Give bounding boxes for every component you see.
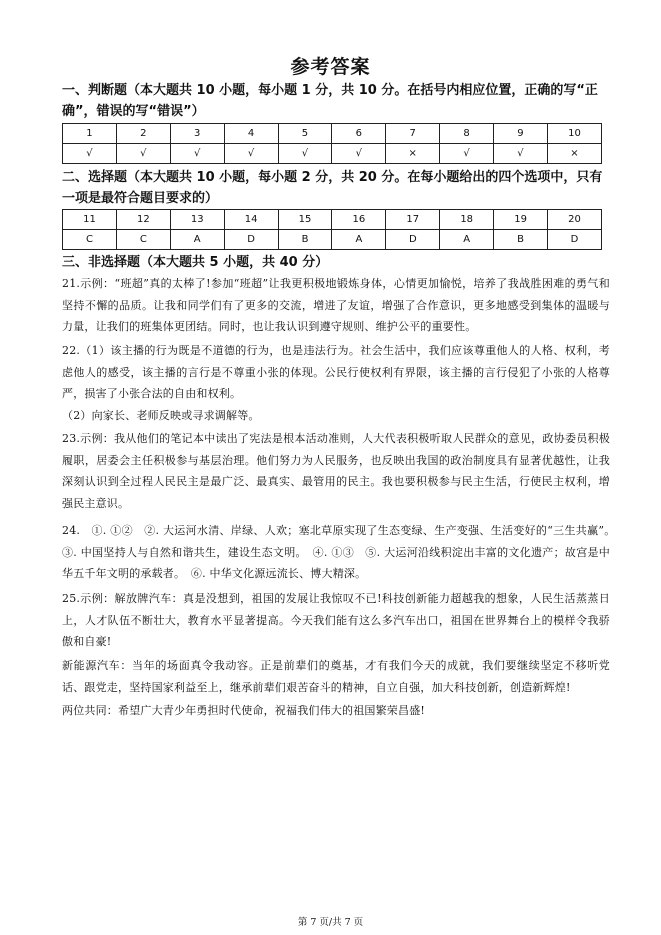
table-cell: √: [116, 144, 170, 164]
table-cell: B: [278, 230, 332, 250]
answer-q24: 24. ①. ①② ②. 大运河水清、岸绿、人欢；塞北草原实现了生态变绿、生产变强、生活变好的“三生共赢”。 ③. 中国坚持人与自然和谐共生，建设生态文明。 ④. ①③ ⑤. 大运河沿线积淀出丰富的文化遗产；故宫是中华五千年文明的承载者。 ⑥. 中华文化源远流长、博大精深。: [62, 524, 622, 580]
answer-q23: 23.示例：我从他们的笔记本中读出了宪法是根本活动准则，人大代表积极听取人民群众的意见，政协委员积极履职，居委会主任积极参与基层治理。他们努力为人民服务，也反映出我国的政治制度具有显著优越性，让我深刻认识到全过程人民民主是最广泛、最真实、最管用的民主。我也要积极参与民主生活，行使民主权利，增强民主意识。: [62, 432, 610, 510]
table-cell: 20: [548, 210, 602, 230]
table-cell: 16: [332, 210, 386, 230]
answer-q22-part2: （2）向家长、老师反映或寻求调解等。: [62, 409, 260, 422]
table-cell: 11: [63, 210, 117, 230]
table-cell: √: [332, 144, 386, 164]
table-cell: 12: [116, 210, 170, 230]
table-cell: 8: [440, 124, 494, 144]
table-cell: √: [494, 144, 548, 164]
table-cell: ×: [386, 144, 440, 164]
table-cell: 15: [278, 210, 332, 230]
table-row-numbers: [63, 210, 602, 230]
table-cell: 10: [547, 124, 601, 144]
table-cell: C: [63, 230, 117, 250]
table-cell: √: [224, 144, 278, 164]
answer-q25-part3: 两位共同：希望广大青少年勇担时代使命，祝福我们伟大的祖国繁荣昌盛!: [62, 704, 426, 717]
answer-q21: 21.示例：“班超”真的太棒了!参加“班超”让我更积极地锻炼身体，心情更加愉悦，培养了我战胜困难的勇气和坚持不懈的品质。让我和同学们有了更多的交流，增进了友谊，增强了合作意识，更多地感受到集体的温暖与力量，让我们的班集体更团结。同时，也让我认识到遵守规则、维护公平的重要性。: [62, 277, 610, 333]
section1-heading: 一、判断题（本大题共 10 小题，每小题 1 分，共 10 分。在括号内相应位置，正确的写“正确”，错误的写“错误”）: [62, 83, 598, 119]
table-cell: 7: [386, 124, 440, 144]
table-cell: 13: [170, 210, 224, 230]
answer-q25-part2: 新能源汽车：当年的场面真令我动容。正是前辈们的奠基，才有我们今天的成就，我们要继续坚定不移听党话、跟党走，坚持国家利益至上，继承前辈们艰苦奋斗的精神，自立自强，加大科技创新，创造新辉煌!: [62, 659, 610, 694]
table-cell: 19: [494, 210, 548, 230]
table-row-answers: [63, 230, 602, 250]
table-cell: A: [440, 230, 494, 250]
answer-q22-part1: 22.（1）该主播的行为既是不道德的行为，也是违法行为。社会生活中，我们应该尊重他人的人格、权利，考虑他人的感受，该主播的言行是不尊重小张的体现。公民行使权利有界限，该主播的言行侵犯了小张的人格尊严，损害了小张合法的自由和权利。: [62, 344, 610, 400]
table-cell: A: [332, 230, 386, 250]
table-cell: D: [548, 230, 602, 250]
judgment-answer-table: [62, 123, 602, 164]
table-cell: 5: [278, 124, 332, 144]
table-row-numbers: [63, 124, 602, 144]
table-cell: 17: [386, 210, 440, 230]
table-cell: ×: [547, 144, 601, 164]
table-cell: B: [494, 230, 548, 250]
table-cell: D: [224, 230, 278, 250]
table-cell: √: [440, 144, 494, 164]
table-cell: 1: [63, 124, 117, 144]
page-footer: 第 7 页/共 7 页: [297, 917, 364, 928]
table-row-answers: [63, 144, 602, 164]
table-cell: 14: [224, 210, 278, 230]
table-cell: 3: [170, 124, 224, 144]
table-cell: 18: [440, 210, 494, 230]
section2-heading: 二、选择题（本大题共 10 小题，每小题 2 分，共 20 分。在每小题给出的四个选项中，只有一项是最符合题目要求的）: [62, 170, 603, 206]
page-title: 参考答案: [290, 56, 371, 78]
table-cell: 2: [116, 124, 170, 144]
section3-heading: 三、非选择题（本大题共 5 小题，共 40 分）: [62, 255, 329, 270]
table-cell: D: [386, 230, 440, 250]
table-cell: 6: [332, 124, 386, 144]
table-cell: 4: [224, 124, 278, 144]
table-cell: 9: [494, 124, 548, 144]
table-cell: C: [116, 230, 170, 250]
table-cell: √: [170, 144, 224, 164]
table-cell: √: [278, 144, 332, 164]
table-cell: √: [63, 144, 117, 164]
choice-answer-table: [62, 209, 602, 250]
table-cell: A: [170, 230, 224, 250]
answer-q25-part1: 25.示例：解放牌汽车：真是没想到，祖国的发展让我惊叹不已!科技创新能力超越我的想象，人民生活蒸蒸日上，人才队伍不断壮大，教育水平显著提高。今天我们能有这么多汽车出口，祖国在世界舞台上的模样令我骄傲和自豪!: [62, 592, 610, 648]
